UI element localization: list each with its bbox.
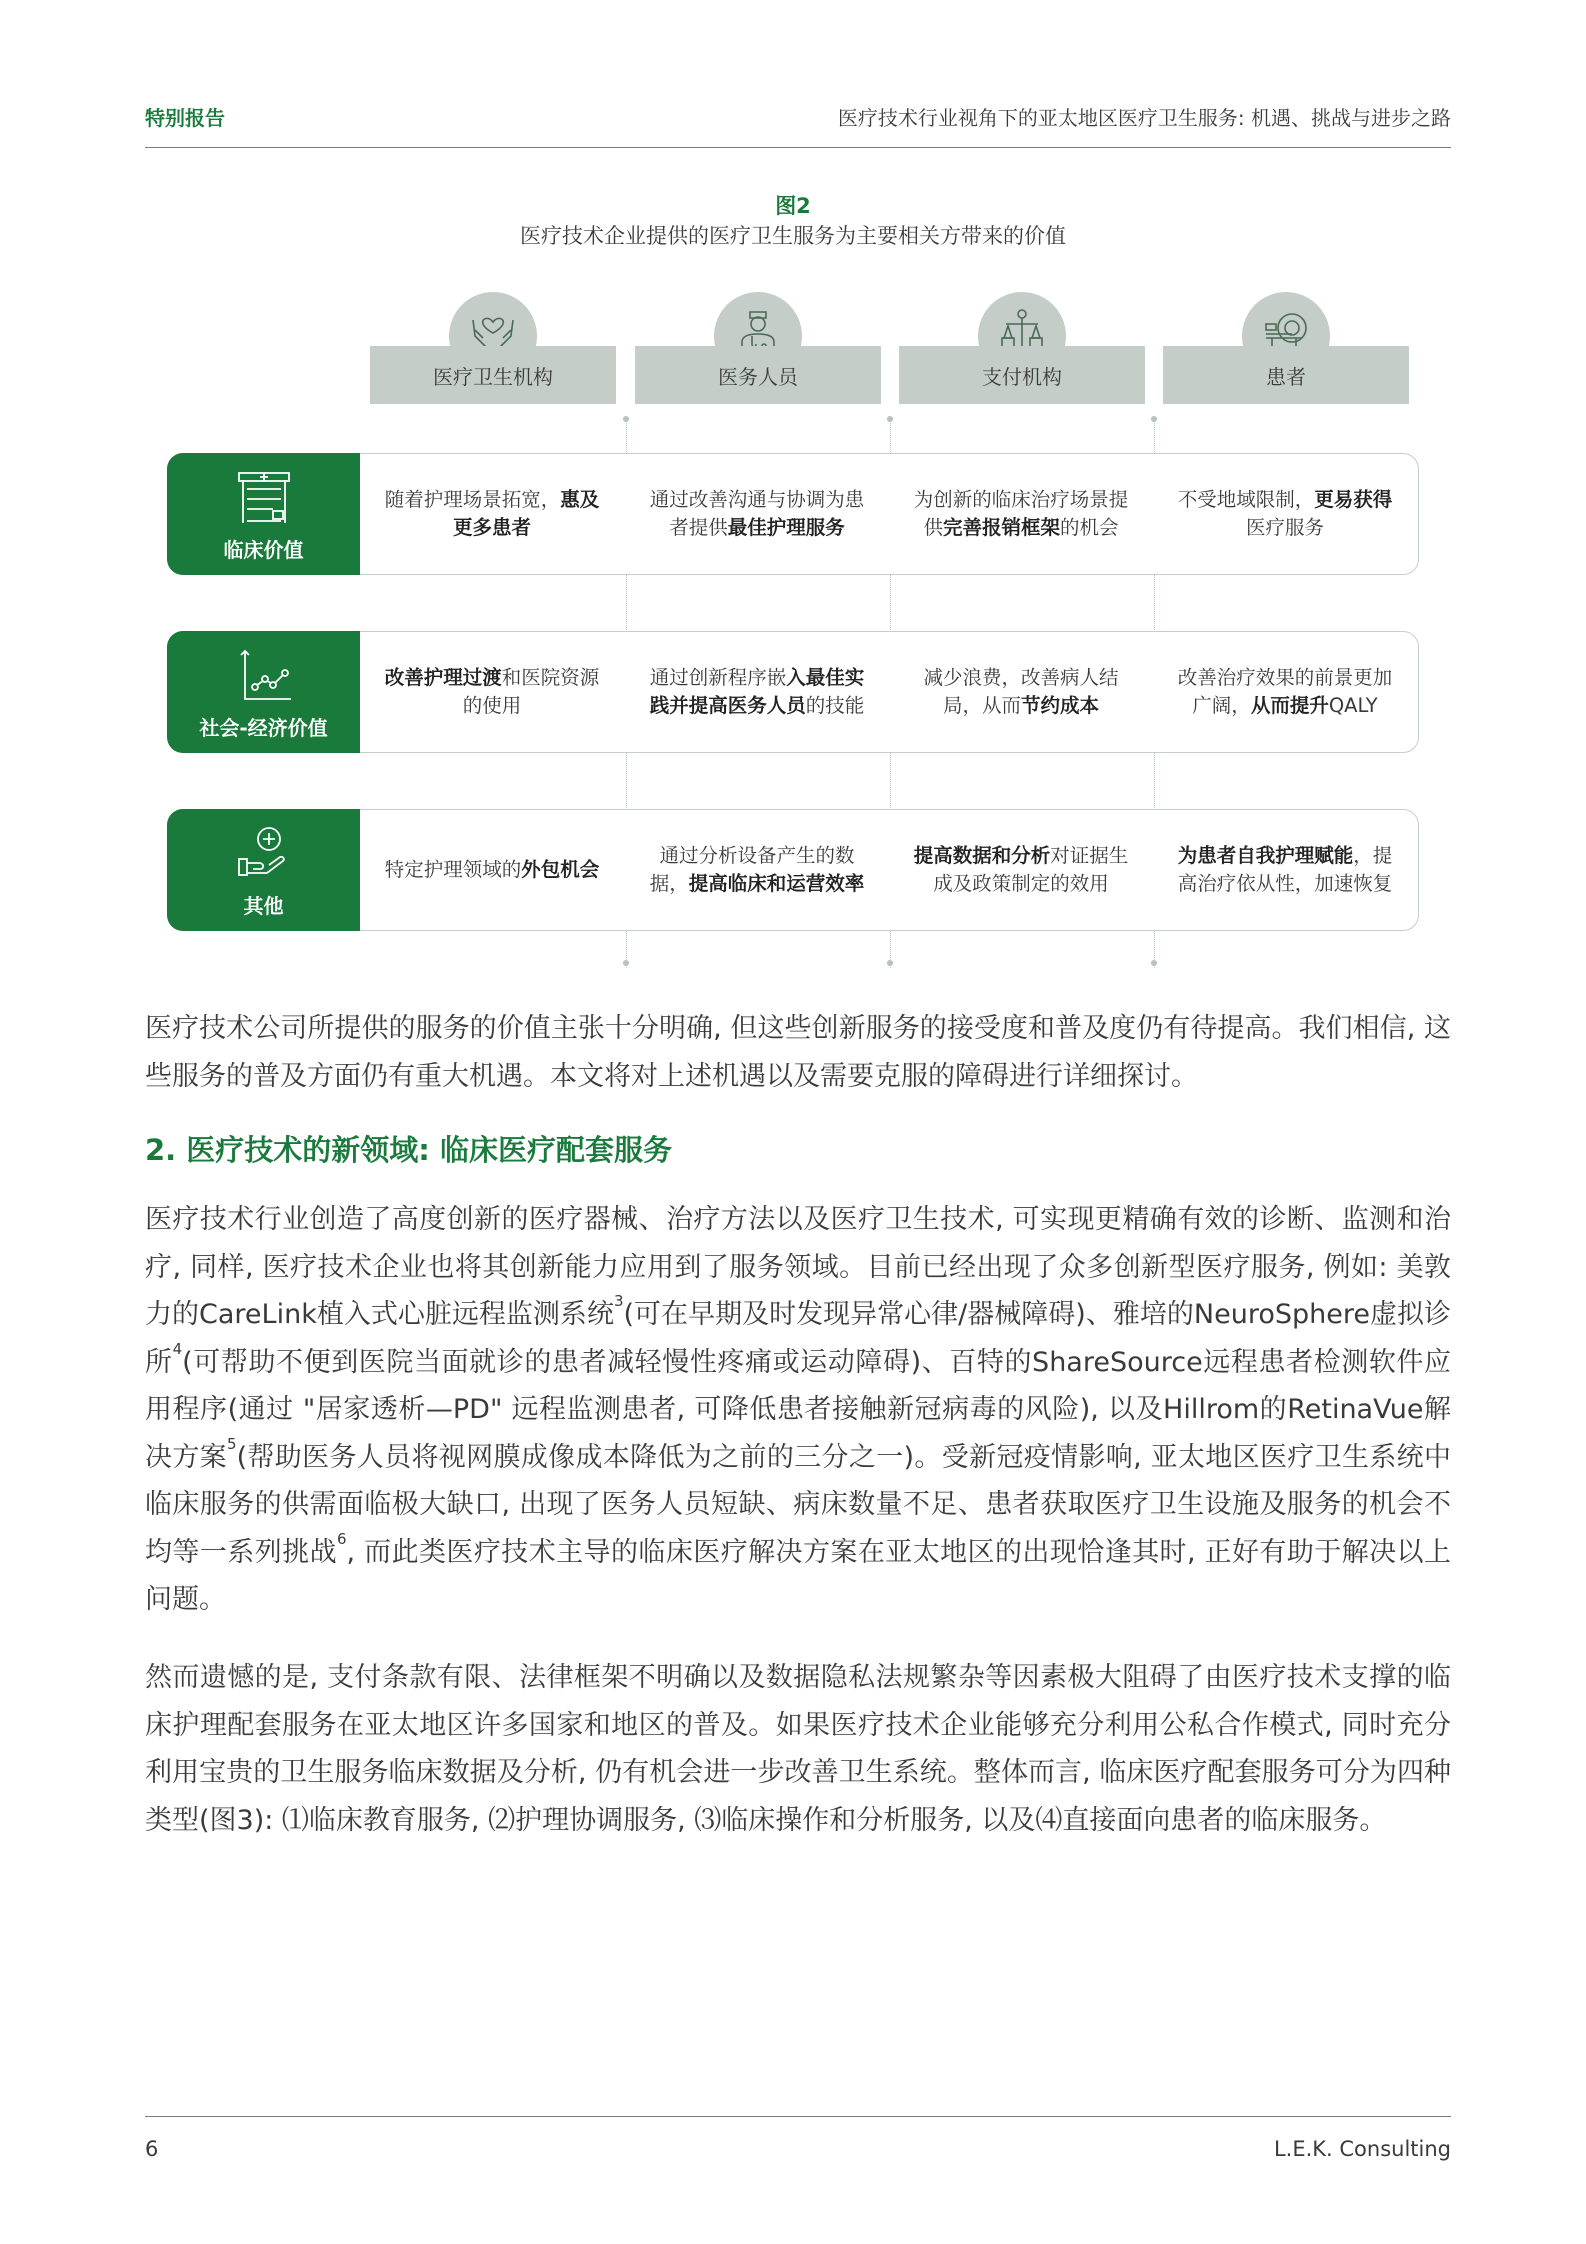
value-cell-text: 为患者自我护理赋能，提高治疗依从性，加速恢复 (1177, 844, 1393, 895)
value-cell-text: 特定护理领域的外包机会 (384, 858, 600, 881)
divider-dot (623, 416, 629, 422)
value-cell (1167, 453, 1403, 575)
row-label-other (167, 809, 360, 931)
divider-dot (887, 416, 893, 422)
value-cell (374, 631, 610, 753)
value-cell (903, 809, 1139, 931)
value-cell-text: 为创新的临床治疗场景提供完善报销框架的机会 (913, 488, 1129, 539)
value-cell (903, 631, 1139, 753)
body-paragraph-1: 医疗技术行业创造了高度创新的医疗器械、治疗方法以及医疗卫生技术, 可实现更精确有效的诊断、监测和治疗, 同样, 医疗技术企业也将其创新能力应用到了服务领域。目前已经出现了众多创新型医疗服务, 例如: 美敦力的CareLink植入式心脏远程监测系统$^3$(可在早期及时发现异常心律/器械障碍)、雅培的NeuroSphere虚拟诊所$^4$(可帮助不便到医院当面就诊的患者减轻慢性疼痛或运动障碍)、百特的ShareSource远程患者检测软件应用程序(通过 "居家透析—PD" 远程监测患者, 可降低患者接触新冠病毒的风险), 以及Hillrom的RetinaVue解决方案$^5$(帮助医务人员将视网膜成像成本降低为之前的三分之一)。受新冠疫情影响, 亚太地区医疗卫生系统中临床服务的供需面临极大缺口, 出现了医务人员短缺、病床数量不足、患者获取医疗卫生设施及服务的机会不均等一系列挑战$^6$, 而此类医疗技术主导的临床医疗解决方案在亚太地区的出现恰逢其时, 正好有助于解决以上问题。 (145, 1204, 1452, 1615)
row-label-clinical (167, 453, 360, 575)
hand-medical-icon (233, 823, 295, 885)
section-heading: 2. 医疗技术的新领域: 临床医疗配套服务 (145, 1133, 672, 1167)
row-label-text: 临床价值 (223, 538, 304, 562)
footnote-marker: 4 (172, 1339, 183, 1358)
report-title: 医疗技术行业视角下的亚太地区医疗卫生服务: 机遇、挑战与进步之路 (837, 106, 1451, 130)
figure-title: 医疗技术企业提供的医疗卫生服务为主要相关方带来的价值 (520, 224, 1066, 248)
column-header-payers: 支付机构 (899, 346, 1145, 404)
line-graph-icon (233, 645, 295, 707)
footer-brand: L.E.K. Consulting (1273, 2137, 1451, 2161)
row-label-text: 其他 (243, 894, 284, 918)
page-header (145, 100, 1451, 148)
page-footer (145, 2116, 1451, 2161)
column-header-healthcare-institutions: 医疗卫生机构 (370, 346, 616, 404)
divider-dot (623, 960, 629, 966)
page-number: 6 (145, 2137, 159, 2161)
value-cell (374, 453, 610, 575)
value-cell (639, 809, 875, 931)
value-cell-text: 通过改善沟通与协调为患者提供最佳护理服务 (649, 488, 865, 539)
divider-dot (1151, 960, 1157, 966)
value-cell (1167, 809, 1403, 931)
value-cell-text: 通过创新程序嵌入最佳实践并提高医务人员的技能 (649, 666, 865, 717)
column-header-medical-staff: 医务人员 (635, 346, 881, 404)
intro-paragraph: 医疗技术公司所提供的服务的价值主张十分明确, 但这些创新服务的接受度和普及度仍有待提高。我们相信, 这些服务的普及方面仍有重大机遇。本文将对上述机遇以及需要克服的障碍进行详细探讨。 (145, 1013, 1451, 1092)
value-cell-text: 改善护理过渡和医院资源的使用 (384, 666, 600, 717)
footnote-marker: 6 (337, 1529, 347, 1548)
body-paragraph-2: 然而遗憾的是, 支付条款有限、法律框架不明确以及数据隐私法规繁杂等因素极大阻碍了由医疗技术支撑的临床护理配套服务在亚太地区许多国家和地区的普及。如果医疗技术企业能够充分利用公私合作模式, 同时充分利用宝贵的卫生服务临床数据及分析, 仍有机会进一步改善卫生系统。整体而言, 临床医疗配套服务可分为四种类型(图3): ⑴临床教育服务, ⑵护理协调服务, ⑶临床操作和分析服务, 以及⑷直接面向患者的临床服务。 (145, 1662, 1451, 1836)
row-label-text: 社会-经济价值 (199, 716, 328, 740)
divider-dot (887, 960, 893, 966)
divider-dot (1151, 416, 1157, 422)
value-cell-text: 随着护理场景拓宽，惠及更多患者 (384, 488, 600, 539)
figure-label: 图2 (775, 194, 811, 218)
footnote-marker: 5 (227, 1434, 237, 1453)
value-cell (639, 631, 875, 753)
row-label-socioeconomic (167, 631, 360, 753)
report-type: 特别报告 (145, 106, 225, 130)
value-cell (903, 453, 1139, 575)
value-cell-text: 通过分析设备产生的数据，提高临床和运营效率 (649, 844, 865, 895)
value-cell-text: 改善治疗效果的前景更加广阔，从而提升QALY (1177, 666, 1393, 717)
value-cell-text: 减少浪费，改善病人结局，从而节约成本 (923, 666, 1119, 717)
value-cell-text: 提高数据和分析对证据生成及政策制定的效用 (913, 844, 1129, 895)
column-header-patients: 患者 (1163, 346, 1409, 404)
value-cell (639, 453, 875, 575)
value-cell (374, 809, 610, 931)
value-cell-text: 不受地域限制，更易获得医疗服务 (1177, 488, 1393, 539)
hospital-bed-icon (233, 467, 295, 529)
value-cell (1167, 631, 1403, 753)
footnote-marker: 3 (613, 1292, 624, 1310)
